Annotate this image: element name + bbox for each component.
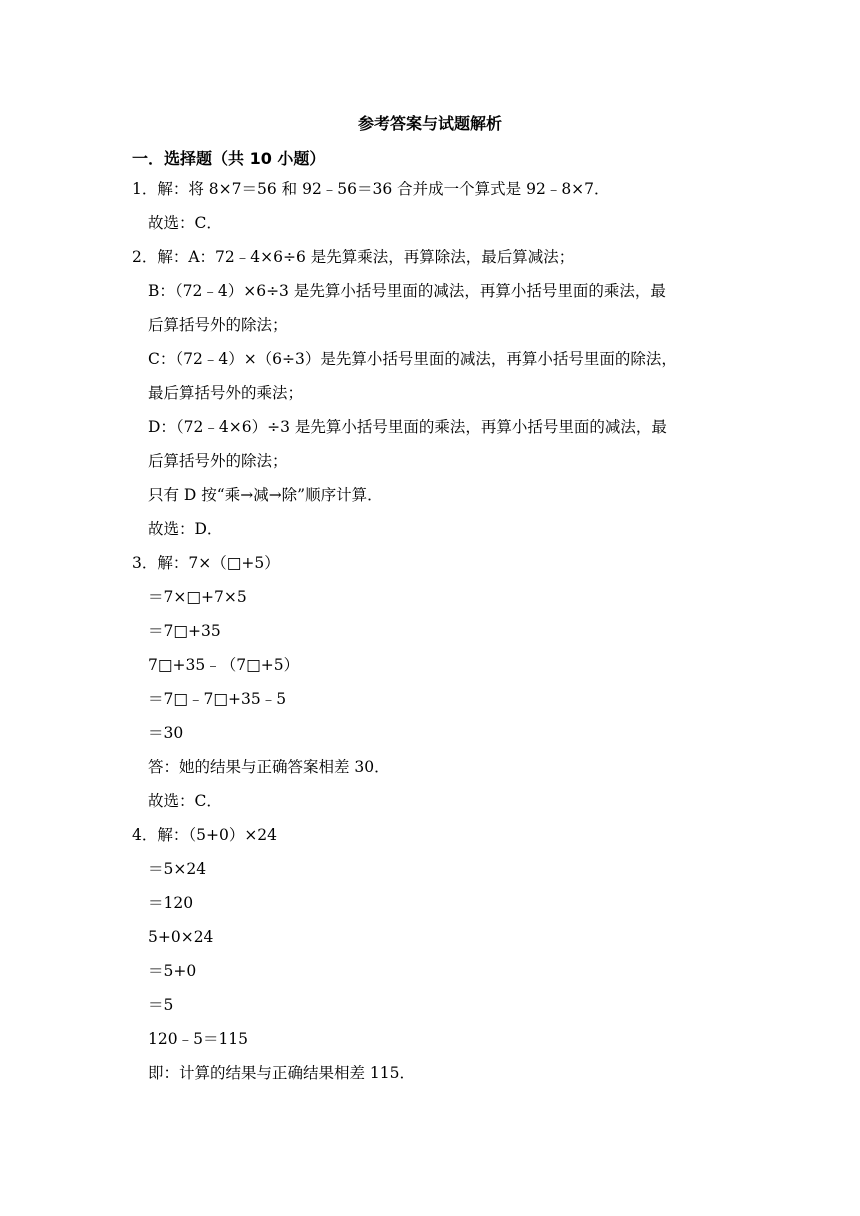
q4-step2: ＝120 bbox=[148, 894, 194, 912]
page-title: 参考答案与试题解析 bbox=[357, 114, 502, 133]
q4-step3: 5+0×24 bbox=[148, 928, 214, 946]
q3-step1: ＝7×□+7×5 bbox=[148, 588, 247, 606]
q3-step5: ＝30 bbox=[148, 724, 184, 742]
q4-step4: ＝5+0 bbox=[148, 962, 197, 980]
q2-option-b-line1: B：（72﹣4）×6÷3 是先算小括号里面的减法，再算小括号里面的乘法，最 bbox=[148, 282, 666, 300]
q3-step4: ＝7□﹣7□+35﹣5 bbox=[148, 690, 287, 708]
q2-answer: 故选：D． bbox=[148, 520, 223, 538]
q1-answer: 故选：C． bbox=[148, 214, 222, 232]
q4-line1: 4．解：（5+0）×24 bbox=[132, 826, 278, 844]
q2-line1: 2．解：A：72﹣4×6÷6 是先算乘法，再算除法，最后算减法； bbox=[132, 248, 575, 266]
q2-option-c-line1: C：（72﹣4）×（6÷3）是先算小括号里面的减法，再算小括号里面的除法， bbox=[148, 350, 677, 368]
q3-statement: 答：她的结果与正确答案相差 30． bbox=[148, 758, 390, 776]
q3-step2: ＝7□+35 bbox=[148, 622, 221, 640]
q2-option-b-line2: 后算括号外的除法； bbox=[148, 316, 288, 334]
q2-option-d-line2: 后算括号外的除法； bbox=[148, 452, 288, 470]
q4-step5: ＝5 bbox=[148, 996, 174, 1014]
q4-conclusion: 即：计算的结果与正确结果相差 115． bbox=[148, 1064, 416, 1082]
q4-step6: 120﹣5＝115 bbox=[148, 1030, 249, 1048]
q3-line1: 3．解：7×（□+5） bbox=[132, 554, 280, 572]
q2-option-c-line2: 最后算括号外的乘法； bbox=[148, 384, 304, 402]
q2-option-d-line1: D：（72﹣4×6）÷3 是先算小括号里面的乘法，再算小括号里面的减法，最 bbox=[148, 418, 667, 436]
section-heading: 一．选择题（共 10 小题） bbox=[132, 149, 326, 168]
q3-answer: 故选：C． bbox=[148, 792, 222, 810]
q1-line1: 1．解：将 8×7＝56 和 92﹣56＝36 合并成一个算式是 92﹣8×7． bbox=[132, 180, 610, 198]
q4-step1: ＝5×24 bbox=[148, 860, 207, 878]
q3-step3: 7□+35﹣（7□+5） bbox=[148, 656, 300, 674]
q2-only-line: 只有 D 按“乘→减→除”顺序计算． bbox=[148, 486, 383, 504]
